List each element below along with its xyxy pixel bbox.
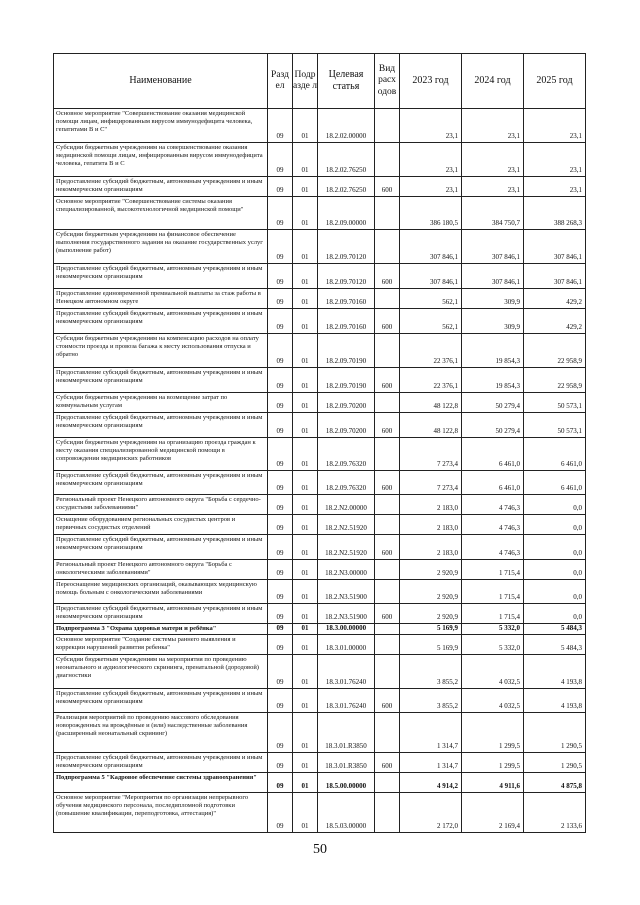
row-value-2023: 562,1 <box>400 309 462 334</box>
row-expense-type <box>375 393 400 413</box>
row-target-item: 18.2.09.70120 <box>318 230 375 264</box>
table-row <box>54 753 586 773</box>
header-2025: 2025 год <box>524 54 586 109</box>
row-target-item: 18.2.09.00000 <box>318 197 375 230</box>
table-row <box>54 230 586 264</box>
row-value-2023: 48 122,8 <box>400 393 462 413</box>
row-name: Предоставление субсидий бюджетным, автономным учреждениям и иным некоммерческим организациям <box>54 264 268 289</box>
row-name: Предоставление субсидий бюджетным, автономным учреждениям и иным некоммерческим организациям <box>54 689 268 713</box>
row-value-2025: 23,1 <box>524 143 586 177</box>
row-expense-type <box>375 230 400 264</box>
row-section: 09 <box>268 689 293 713</box>
row-target-item: 18.2.09.70200 <box>318 393 375 413</box>
row-value-2025: 6 461,0 <box>524 471 586 495</box>
row-value-2023: 48 122,8 <box>400 413 462 438</box>
row-name: Основное мероприятие "Совершенствование оказания медицинской помощи лицам, инфицированным вирусом иммунодефицита человека, гепатитами В и С" <box>54 109 268 143</box>
row-value-2025: 0,0 <box>524 535 586 560</box>
row-value-2025: 429,2 <box>524 309 586 334</box>
row-subsection: 01 <box>293 535 318 560</box>
row-subsection: 01 <box>293 289 318 309</box>
table-row <box>54 793 586 833</box>
row-value-2023: 5 169,9 <box>400 624 462 635</box>
row-expense-type: 600 <box>375 368 400 393</box>
row-value-2025: 5 484,3 <box>524 635 586 655</box>
row-subsection: 01 <box>293 177 318 197</box>
row-target-item: 18.2.09.76320 <box>318 471 375 495</box>
row-name: Основное мероприятие "Мероприятия по организации непрерывного обучения медицинского персонала, последипломной подготовки (повышение квалификации, переподготовка, аттестация)" <box>54 793 268 833</box>
row-section: 09 <box>268 309 293 334</box>
row-name: Основное мероприятие "Совершенствование системы оказания специализированной, высокотехнологичной медицинской помощи" <box>54 197 268 230</box>
row-section: 09 <box>268 413 293 438</box>
row-expense-type: 600 <box>375 177 400 197</box>
row-target-item: 18.3.01.R3850 <box>318 713 375 753</box>
row-value-2024: 50 279,4 <box>462 393 524 413</box>
row-name: Предоставление субсидий бюджетным, автономным учреждениям и иным некоммерческим организациям <box>54 413 268 438</box>
row-value-2023: 386 180,5 <box>400 197 462 230</box>
row-value-2023: 2 172,0 <box>400 793 462 833</box>
row-target-item: 18.2.09.70160 <box>318 309 375 334</box>
row-value-2023: 7 273,4 <box>400 471 462 495</box>
row-value-2025: 1 290,5 <box>524 753 586 773</box>
row-section: 09 <box>268 143 293 177</box>
row-expense-type <box>375 580 400 604</box>
row-value-2025: 388 268,3 <box>524 197 586 230</box>
row-value-2023: 2 920,9 <box>400 560 462 580</box>
row-value-2023: 307 846,1 <box>400 230 462 264</box>
table-row <box>54 368 586 393</box>
row-section: 09 <box>268 793 293 833</box>
table-row <box>54 289 586 309</box>
row-value-2025: 0,0 <box>524 604 586 624</box>
row-target-item: 18.2.02.00000 <box>318 109 375 143</box>
row-value-2025: 22 958,9 <box>524 334 586 368</box>
table-row <box>54 334 586 368</box>
row-value-2024: 1 715,4 <box>462 604 524 624</box>
row-value-2024: 19 854,3 <box>462 334 524 368</box>
row-section: 09 <box>268 495 293 515</box>
row-expense-type <box>375 655 400 689</box>
row-section: 09 <box>268 753 293 773</box>
row-subsection: 01 <box>293 495 318 515</box>
row-expense-type: 600 <box>375 264 400 289</box>
row-target-item: 18.3.00.00000 <box>318 624 375 635</box>
row-value-2025: 429,2 <box>524 289 586 309</box>
row-value-2023: 562,1 <box>400 289 462 309</box>
table-header-row <box>54 54 586 109</box>
row-value-2025: 307 846,1 <box>524 230 586 264</box>
row-target-item: 18.2.N3.51900 <box>318 580 375 604</box>
row-target-item: 18.2.N2.51920 <box>318 535 375 560</box>
row-target-item: 18.2.N2.00000 <box>318 495 375 515</box>
header-2023: 2023 год <box>400 54 462 109</box>
row-target-item: 18.3.01.R3850 <box>318 753 375 773</box>
row-target-item: 18.2.09.76320 <box>318 438 375 471</box>
budget-table <box>53 53 586 833</box>
header-expense-type: Вид расх одов <box>375 54 400 109</box>
header-target-item: Целевая статья <box>318 54 375 109</box>
row-name: Предоставление субсидий бюджетным, автономным учреждениям и иным некоммерческим организациям <box>54 309 268 334</box>
row-expense-type <box>375 635 400 655</box>
row-value-2024: 4 746,3 <box>462 535 524 560</box>
row-value-2025: 50 573,1 <box>524 413 586 438</box>
table-row <box>54 580 586 604</box>
table-row <box>54 713 586 753</box>
row-expense-type <box>375 334 400 368</box>
row-name: Субсидии бюджетным учреждениям на совершенствование оказания медицинской помощи лицам, инфицированным вирусом иммунодефицита человека, гепатита В и С <box>54 143 268 177</box>
row-name: Региональный проект Ненецкого автономного округа "Борьба с онкологическими заболеваниями" <box>54 560 268 580</box>
row-value-2025: 307 846,1 <box>524 264 586 289</box>
row-name: Предоставление субсидий бюджетным, автономным учреждениям и иным некоммерческим организациям <box>54 368 268 393</box>
row-value-2023: 2 183,0 <box>400 495 462 515</box>
row-expense-type <box>375 197 400 230</box>
row-subsection: 01 <box>293 109 318 143</box>
row-name: Переоснащение медицинских организаций, оказывающих медицинскую помощь больным с онкологическими заболеваниями <box>54 580 268 604</box>
row-value-2023: 2 183,0 <box>400 535 462 560</box>
row-subsection: 01 <box>293 515 318 535</box>
row-value-2024: 5 332,0 <box>462 635 524 655</box>
row-section: 09 <box>268 515 293 535</box>
row-subsection: 01 <box>293 560 318 580</box>
row-value-2025: 23,1 <box>524 109 586 143</box>
row-section: 09 <box>268 624 293 635</box>
row-name: Предоставление единовременной премиальной выплаты за стаж работы в Ненецком автономном округе <box>54 289 268 309</box>
row-subsection: 01 <box>293 471 318 495</box>
row-subsection: 01 <box>293 393 318 413</box>
row-target-item: 18.3.01.00000 <box>318 635 375 655</box>
row-value-2024: 1 299,5 <box>462 753 524 773</box>
row-value-2024: 19 854,3 <box>462 368 524 393</box>
row-expense-type <box>375 143 400 177</box>
row-expense-type <box>375 289 400 309</box>
table-row <box>54 495 586 515</box>
table-row <box>54 560 586 580</box>
row-value-2025: 23,1 <box>524 177 586 197</box>
row-target-item: 18.2.09.70200 <box>318 413 375 438</box>
table-row <box>54 773 586 793</box>
row-section: 09 <box>268 289 293 309</box>
row-section: 09 <box>268 773 293 793</box>
row-target-item: 18.2.N3.51900 <box>318 604 375 624</box>
row-value-2024: 23,1 <box>462 177 524 197</box>
row-section: 09 <box>268 368 293 393</box>
row-target-item: 18.2.N2.51920 <box>318 515 375 535</box>
row-value-2024: 6 461,0 <box>462 471 524 495</box>
row-section: 09 <box>268 713 293 753</box>
row-target-item: 18.2.09.70160 <box>318 289 375 309</box>
row-value-2024: 1 299,5 <box>462 713 524 753</box>
row-subsection: 01 <box>293 334 318 368</box>
row-value-2024: 309,9 <box>462 289 524 309</box>
row-subsection: 01 <box>293 753 318 773</box>
row-subsection: 01 <box>293 624 318 635</box>
row-value-2023: 2 920,9 <box>400 604 462 624</box>
row-name: Субсидии бюджетным учреждениям на финансовое обеспечение выполнения государственного задания на оказание государственных услуг (выполнение работ) <box>54 230 268 264</box>
row-target-item: 18.2.N3.00000 <box>318 560 375 580</box>
row-target-item: 18.2.02.76250 <box>318 177 375 197</box>
row-section: 09 <box>268 635 293 655</box>
row-value-2023: 5 169,9 <box>400 635 462 655</box>
row-value-2023: 3 855,2 <box>400 689 462 713</box>
row-value-2024: 384 750,7 <box>462 197 524 230</box>
row-target-item: 18.2.09.70190 <box>318 334 375 368</box>
row-subsection: 01 <box>293 264 318 289</box>
row-subsection: 01 <box>293 604 318 624</box>
row-expense-type: 600 <box>375 604 400 624</box>
row-subsection: 01 <box>293 438 318 471</box>
row-name: Реализация мероприятий по проведению массового обследования новорожденных на врождённые и (или) наследственные заболевания (расширенный неонатальный скрининг) <box>54 713 268 753</box>
row-section: 09 <box>268 580 293 604</box>
row-subsection: 01 <box>293 713 318 753</box>
row-subsection: 01 <box>293 635 318 655</box>
row-subsection: 01 <box>293 230 318 264</box>
row-value-2023: 1 314,7 <box>400 753 462 773</box>
row-name: Предоставление субсидий бюджетным, автономным учреждениям и иным некоммерческим организациям <box>54 604 268 624</box>
table-body <box>54 109 586 833</box>
row-value-2023: 307 846,1 <box>400 264 462 289</box>
row-value-2024: 309,9 <box>462 309 524 334</box>
row-value-2023: 4 914,2 <box>400 773 462 793</box>
row-expense-type <box>375 560 400 580</box>
row-target-item: 18.2.09.70190 <box>318 368 375 393</box>
table-row <box>54 535 586 560</box>
row-section: 09 <box>268 438 293 471</box>
row-expense-type: 600 <box>375 689 400 713</box>
row-section: 09 <box>268 655 293 689</box>
row-name: Предоставление субсидий бюджетным, автономным учреждениям и иным некоммерческим организациям <box>54 535 268 560</box>
row-expense-type: 600 <box>375 535 400 560</box>
row-target-item: 18.2.02.76250 <box>318 143 375 177</box>
row-value-2024: 5 332,0 <box>462 624 524 635</box>
row-value-2024: 1 715,4 <box>462 560 524 580</box>
row-value-2024: 4 746,3 <box>462 495 524 515</box>
row-value-2024: 307 846,1 <box>462 230 524 264</box>
row-section: 09 <box>268 264 293 289</box>
row-name: Подпрограмма 5 "Кадровое обеспечение системы здравоохранения" <box>54 773 268 793</box>
table-row <box>54 515 586 535</box>
row-name: Субсидии бюджетным учреждениям на компенсацию расходов на оплату стоимости проезда и провоза багажа к месту использования отпуска и обратно <box>54 334 268 368</box>
row-section: 09 <box>268 109 293 143</box>
row-value-2024: 23,1 <box>462 109 524 143</box>
row-expense-type <box>375 515 400 535</box>
row-value-2024: 4 032,5 <box>462 689 524 713</box>
row-expense-type: 600 <box>375 753 400 773</box>
row-value-2025: 4 875,8 <box>524 773 586 793</box>
row-target-item: 18.3.01.76240 <box>318 689 375 713</box>
table-row <box>54 655 586 689</box>
row-value-2023: 23,1 <box>400 109 462 143</box>
row-section: 09 <box>268 604 293 624</box>
header-2024: 2024 год <box>462 54 524 109</box>
row-expense-type: 600 <box>375 471 400 495</box>
row-value-2024: 307 846,1 <box>462 264 524 289</box>
row-name: Предоставление субсидий бюджетным, автономным учреждениям и иным некоммерческим организациям <box>54 471 268 495</box>
row-subsection: 01 <box>293 580 318 604</box>
row-value-2025: 5 484,3 <box>524 624 586 635</box>
row-value-2023: 2 183,0 <box>400 515 462 535</box>
table-row <box>54 197 586 230</box>
row-value-2025: 4 193,8 <box>524 655 586 689</box>
table-row <box>54 413 586 438</box>
header-section: Разд ел <box>268 54 293 109</box>
header-subsection: Подр азде л <box>293 54 318 109</box>
row-name: Предоставление субсидий бюджетным, автономным учреждениям и иным некоммерческим организациям <box>54 177 268 197</box>
row-value-2023: 1 314,7 <box>400 713 462 753</box>
row-expense-type <box>375 793 400 833</box>
table-row <box>54 635 586 655</box>
row-expense-type <box>375 773 400 793</box>
row-name: Субсидии бюджетным учреждениям на мероприятия по проведению неонатального и аудиологического скрининга, пренатальной (дородовой) диагностики <box>54 655 268 689</box>
row-value-2025: 0,0 <box>524 495 586 515</box>
table-row <box>54 604 586 624</box>
row-value-2023: 2 920,9 <box>400 580 462 604</box>
row-value-2023: 22 376,1 <box>400 368 462 393</box>
row-value-2023: 7 273,4 <box>400 438 462 471</box>
row-subsection: 01 <box>293 773 318 793</box>
row-name: Субсидии бюджетным учреждениям на возмещение затрат по коммунальным услугам <box>54 393 268 413</box>
row-subsection: 01 <box>293 793 318 833</box>
row-value-2024: 23,1 <box>462 143 524 177</box>
row-section: 09 <box>268 471 293 495</box>
row-expense-type <box>375 438 400 471</box>
table-row <box>54 624 586 635</box>
row-value-2024: 2 169,4 <box>462 793 524 833</box>
row-name: Оснащение оборудованием региональных сосудистых центров и первичных сосудистых отделений <box>54 515 268 535</box>
page-number: 50 <box>313 842 327 857</box>
row-name: Основное мероприятие "Создание системы раннего выявления и коррекции нарушений развития ребенка" <box>54 635 268 655</box>
row-target-item: 18.5.00.00000 <box>318 773 375 793</box>
table-row <box>54 689 586 713</box>
table-row <box>54 393 586 413</box>
row-name: Региональный проект Ненецкого автономного округа "Борьба с сердечно-сосудистыми заболеваниями" <box>54 495 268 515</box>
row-value-2023: 23,1 <box>400 177 462 197</box>
row-subsection: 01 <box>293 655 318 689</box>
row-value-2025: 22 958,9 <box>524 368 586 393</box>
table-row <box>54 438 586 471</box>
row-value-2023: 22 376,1 <box>400 334 462 368</box>
row-expense-type: 600 <box>375 413 400 438</box>
row-expense-type: 600 <box>375 309 400 334</box>
row-section: 09 <box>268 393 293 413</box>
row-name: Субсидии бюджетным учреждениям на организацию проезда граждан к месту оказания специализированной медицинской помощи в сопровождении медицинских работников <box>54 438 268 471</box>
row-section: 09 <box>268 535 293 560</box>
row-value-2025: 0,0 <box>524 580 586 604</box>
row-expense-type <box>375 495 400 515</box>
row-section: 09 <box>268 197 293 230</box>
row-value-2025: 0,0 <box>524 515 586 535</box>
row-subsection: 01 <box>293 143 318 177</box>
row-subsection: 01 <box>293 368 318 393</box>
row-value-2025: 0,0 <box>524 560 586 580</box>
row-target-item: 18.2.09.70120 <box>318 264 375 289</box>
table-row <box>54 177 586 197</box>
row-expense-type <box>375 109 400 143</box>
table-row <box>54 143 586 177</box>
row-section: 09 <box>268 560 293 580</box>
row-value-2024: 1 715,4 <box>462 580 524 604</box>
row-target-item: 18.3.01.76240 <box>318 655 375 689</box>
row-value-2025: 4 193,8 <box>524 689 586 713</box>
row-value-2024: 6 461,0 <box>462 438 524 471</box>
row-value-2023: 23,1 <box>400 143 462 177</box>
row-value-2025: 6 461,0 <box>524 438 586 471</box>
header-name: Наименование <box>54 54 268 109</box>
row-subsection: 01 <box>293 413 318 438</box>
row-value-2024: 4 746,3 <box>462 515 524 535</box>
row-value-2025: 1 290,5 <box>524 713 586 753</box>
row-value-2025: 2 133,6 <box>524 793 586 833</box>
row-subsection: 01 <box>293 197 318 230</box>
row-value-2025: 50 573,1 <box>524 393 586 413</box>
row-section: 09 <box>268 334 293 368</box>
table-row <box>54 109 586 143</box>
row-target-item: 18.5.03.00000 <box>318 793 375 833</box>
row-name: Предоставление субсидий бюджетным, автономным учреждениям и иным некоммерческим организациям <box>54 753 268 773</box>
row-value-2024: 4 911,6 <box>462 773 524 793</box>
row-subsection: 01 <box>293 689 318 713</box>
row-section: 09 <box>268 177 293 197</box>
row-expense-type <box>375 624 400 635</box>
table-row <box>54 471 586 495</box>
row-value-2024: 50 279,4 <box>462 413 524 438</box>
row-name: Подпрограмма 3 "Охрана здоровья матери и ребёнка" <box>54 624 268 635</box>
row-subsection: 01 <box>293 309 318 334</box>
table-row <box>54 309 586 334</box>
row-value-2024: 4 032,5 <box>462 655 524 689</box>
row-section: 09 <box>268 230 293 264</box>
row-value-2023: 3 855,2 <box>400 655 462 689</box>
table-row <box>54 264 586 289</box>
row-expense-type <box>375 713 400 753</box>
